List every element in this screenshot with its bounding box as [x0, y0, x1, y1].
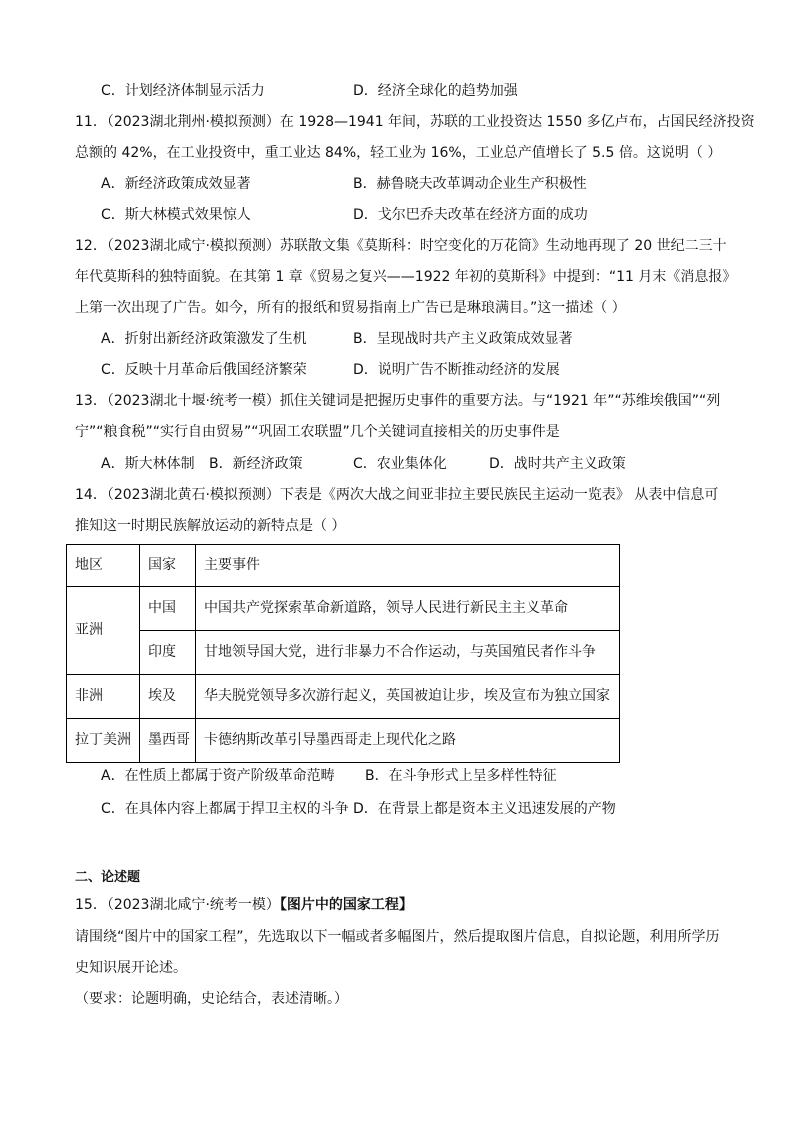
region-cell-latin-america: 拉丁美洲 [67, 719, 140, 763]
country-cell-egypt: 埃及 [140, 675, 196, 719]
q15-body-line2: 史知识展开论述。 [75, 960, 187, 976]
q15-stem-prefix: 15．（2023湖北咸宁·统考一模） [75, 897, 280, 913]
q12-option-b: B．呈现战时共产主义政策成效显著 [353, 331, 573, 347]
q13-option-b: B．新经济政策 [209, 456, 303, 472]
country-cell-india: 印度 [140, 631, 196, 675]
q14-option-c: C．在具体内容上都属于捍卫主权的斗争 [101, 801, 349, 817]
q12-option-a: A．折射出新经济政策激发了生机 [101, 331, 307, 347]
table-row [67, 675, 620, 719]
q12-option-d: D．说明广告不断推动经济的发展 [353, 362, 560, 378]
country-cell-mexico: 墨西哥 [140, 719, 196, 763]
q11-option-c: C．斯大林模式效果惊人 [101, 207, 251, 223]
q12-stem-line3: 上第一次出现了广告。如今，所有的报纸和贸易指南上广告已是琳琅满目。”这一描述（ ） [75, 300, 626, 316]
q13-stem-line1: 13．（2023湖北十堰·统考一模）抓住关键词是把握历史事件的重要方法。与“1921 年”“苏维埃俄国”“列 [75, 393, 721, 409]
table-row [67, 719, 620, 763]
q14-option-b: B．在斗争形式上呈多样性特征 [365, 768, 557, 784]
table-row [67, 587, 620, 631]
event-cell-india: 甘地领导国大党，进行非暴力不合作运动，与英国殖民者作斗争 [196, 631, 620, 675]
table-header-country: 国家 [140, 545, 196, 587]
table-header-event: 主要事件 [196, 545, 620, 587]
q11-stem-line1: 11．（2023湖北荆州·模拟预测）在 1928—1941 年间，苏联的工业投资达 1550 多亿卢布，占国民经济投资 [75, 114, 755, 130]
q13-option-a: A．斯大林体制 [101, 456, 195, 472]
q10-option-d: D．经济全球化的趋势加强 [353, 83, 518, 99]
table-header-row [67, 545, 620, 587]
q12-stem-line2: 年代莫斯科的独特面貌。在其第 1 章《贸易之复兴——1922 年初的莫斯科》中提到：“11 月末《消息报》 [75, 269, 737, 285]
section-heading: 二、论述题 [75, 870, 141, 885]
q13-option-d: D．战时共产主义政策 [489, 456, 626, 472]
q13-option-c: C．农业集体化 [353, 456, 447, 472]
q11-option-b: B．赫鲁晓夫改革调动企业生产积极性 [353, 176, 587, 192]
q10-option-c: C．计划经济体制显示活力 [101, 83, 265, 99]
q12-stem-line1: 12．（2023湖北咸宁·模拟预测）苏联散文集《莫斯科：时空变化的万花筒》生动地再现了 20 世纪二三十 [75, 238, 727, 254]
q14-stem-line1: 14．（2023湖北黄石·模拟预测）下表是《两次大战之间亚非拉主要民族民主运动一览表》 从表中信息可 [75, 487, 719, 503]
q15-body-line1: 请围绕“图片中的国家工程”，先选取以下一幅或者多幅图片，然后提取图片信息，自拟论题，利用所学历 [75, 929, 720, 945]
region-cell-africa: 非洲 [67, 675, 140, 719]
country-cell-china: 中国 [140, 587, 196, 631]
q13-stem-line2: 宁”“粮食税”“实行自由贸易”“巩固工农联盟”几个关键词直接相关的历史事件是 [75, 424, 560, 440]
q15-stem-title: 【图片中的国家工程】 [279, 897, 413, 913]
q14-option-d: D．在背景上都是资本主义迅速发展的产物 [353, 801, 616, 817]
q15-stem [75, 897, 413, 914]
q14-stem-line2: 推知这一时期民族解放运动的新特点是（ ） [75, 518, 346, 534]
q11-option-a: A．新经济政策成效显著 [101, 176, 251, 192]
event-cell-mexico: 卡德纳斯改革引导墨西哥走上现代化之路 [196, 719, 620, 763]
q12-option-c: C．反映十月革命后俄国经济繁荣 [101, 362, 307, 378]
q15-requirement: （要求：论题明确，史论结合，表述清晰。） [75, 991, 348, 1007]
q11-stem-line2: 总额的 42%，在工业投资中，重工业达 84%，轻工业为 16%，工业总产值增长了 5.5 倍。这说明（ ） [75, 145, 722, 161]
q11-option-d: D．戈尔巴乔夫改革在经济方面的成功 [353, 207, 588, 223]
q14-option-a: A．在性质上都属于资产阶级革命范畴 [101, 768, 335, 784]
region-cell-asia: 亚洲 [67, 587, 140, 675]
movements-table [66, 544, 620, 763]
event-cell-china: 中国共产党探索革命新道路，领导人民进行新民主主义革命 [196, 587, 620, 631]
table-row [67, 631, 620, 675]
event-cell-egypt: 华夫脱党领导多次游行起义，英国被迫让步，埃及宣布为独立国家 [196, 675, 620, 719]
table-header-region: 地区 [67, 545, 140, 587]
